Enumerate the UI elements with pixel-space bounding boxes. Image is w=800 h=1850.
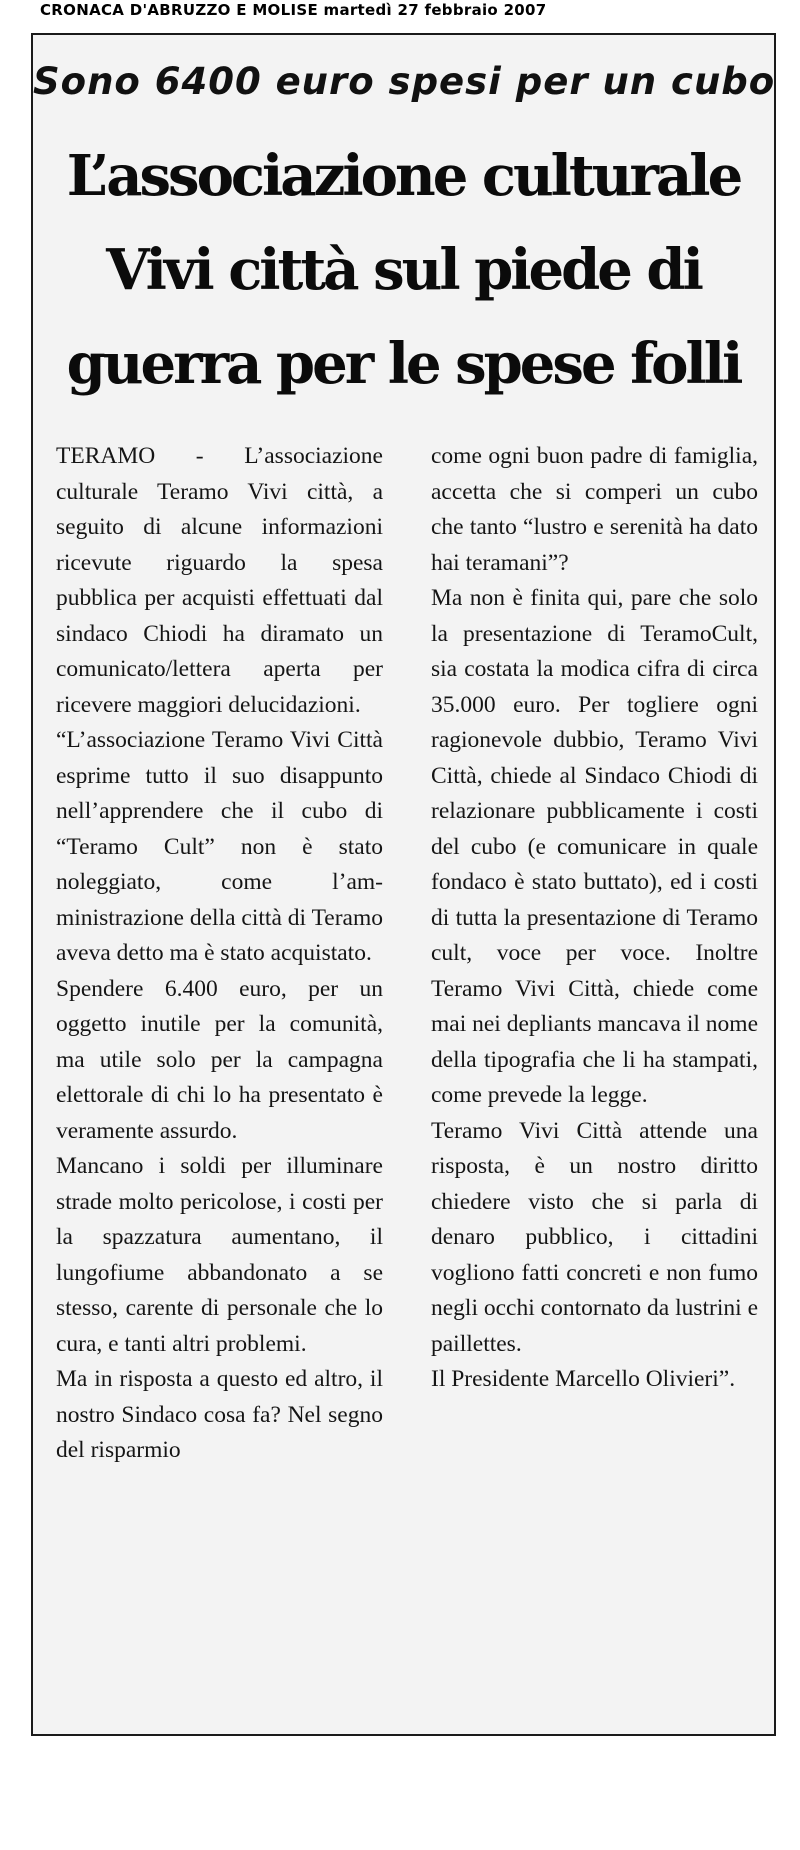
article-paragraph: come ogni buon padre di famiglia, accetta che si comperi un cubo che tanto “lustro e serenità ha dato hai teramani”? [431, 443, 758, 576]
article-paragraph: Ma in risposta a questo ed altro, il nostro Sindaco cosa fa? Nel segno del risparmio [56, 1366, 383, 1463]
article-paragraph: Mancano i soldi per illuminare strade molto pericolose, i costi per la spazzatura aumentano, il lungofiume abbandonato a se stesso, carente di personale che lo cura, e tanti altri problemi. [56, 1153, 383, 1357]
newspaper-source-line: CRONACA D'ABRUZZO E MOLISE martedì 27 febbraio 2007 [40, 1, 547, 19]
article-paragraph: “L’associazione Teramo Vivi Città esprime tutto il suo disappunto nell’apprendere che il cubo di “Teramo Cult” non è stato noleggiato, come l’amministrazione della città di Teramo aveva detto ma è stato acquistato. [56, 727, 383, 966]
article-clipping [31, 33, 776, 1736]
article-kicker: Sono 6400 euro spesi per un cubo [33, 60, 776, 103]
article-paragraph: Teramo Vivi Città attende una risposta, è un nostro diritto chiedere visto che si parla di denaro pubblico, i cittadini vogliono fatti concreti e non fumo negli occhi contornato da lustrini e paillettes. [431, 1117, 758, 1357]
article-column-right [431, 439, 758, 1398]
article-paragraph: TERAMO - L’associazione culturale Teramo Vivi città, a seguito di alcune informazioni ricevute riguardo la spesa pubblica per acquisti effettuati dal sindaco Chiodi ha diramato un comunicato/lettera aperta per ricevere maggiori delucidazioni. [56, 443, 383, 718]
article-column-left [56, 439, 383, 1469]
article-paragraph: Ma non è finita qui, pare che solo la presentazione di TeramoCult, sia costata la modica cifra di circa 35.000 euro. Per togliere ogni ragionevole dubbio, Teramo Vivi Città, chiede al Sindaco Chiodi di relazionare pubblicamente i costi del cubo (e comunicare in quale fondaco è stato buttato), ed i costi di tutta la presentazione di Teramo cult, voce per voce. Inoltre Teramo Vivi Città, chiede come mai nei depliants mancava il nome della tipografia che li ha stampati, come prevede la legge. [431, 585, 758, 1108]
headline-line-3: guerra per le spese folli [66, 331, 741, 397]
headline-line-2: Vivi città sul piede di [106, 237, 701, 303]
article-signature: Il Presidente Marcello Olivieri”. [431, 1366, 736, 1392]
article-paragraph: Spendere 6.400 euro, per un oggetto inutile per la comunità, ma utile solo per la campagna elettorale di chi lo ha presentato è veramente assurdo. [56, 975, 383, 1144]
headline-line-1: L’associazione culturale [66, 143, 741, 209]
article-headline [33, 129, 774, 411]
